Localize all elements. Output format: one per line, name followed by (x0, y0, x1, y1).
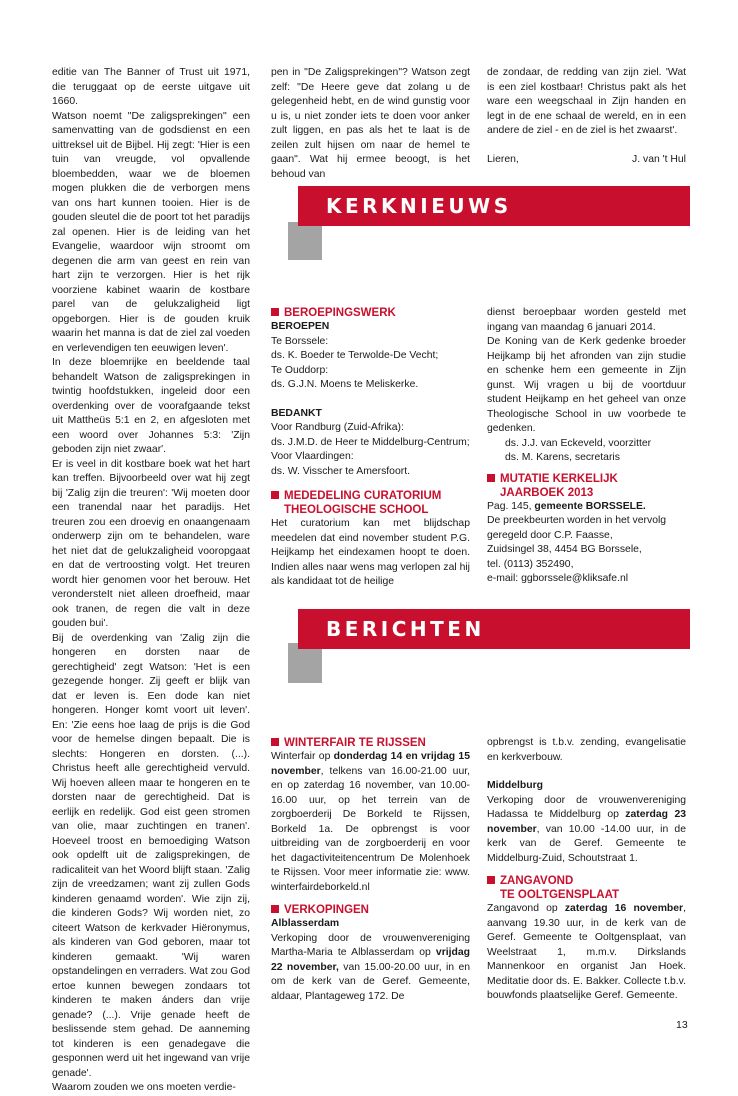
zangavond-heading: ZANGAVOND TE OOLTGENSPLAAT (487, 874, 686, 902)
verkoping-middelburg-text: Verkoping door de vrouwenvereniging Hadassa te Middelburg op zaterdag 23 november, van 10.00 -14.00 uur, in de kerk van de Geref. Gemeente te Middelburg-Zuid, Schoutstraat 1. (487, 794, 686, 864)
mutatie-page-line: Pag. 145, gemeente BORSSELE. (487, 500, 646, 512)
mutatie-line: tel. (0113) 352490, (487, 558, 574, 570)
square-bullet-icon (271, 738, 279, 746)
verkopingen-heading: VERKOPINGEN (271, 903, 470, 917)
mutatie-line: De preekbeurten worden in het vervolg geregeld door C.P. Faasse, (487, 515, 667, 541)
berichten-banner (298, 609, 690, 649)
winterfair-text: Winterfair op donderdag 14 en vrijdag 15 november, telkens van 16.00-21.00 uur, en op zaterdag 16 november, van 10.00-16.00 uur, op het terrein van de zorgboerderij De Borkeld te Rijssen, Borkeld 1a. De opbrengst is voor uitbreiding van de zorgboerderij en voor het dagactiviteitencentrum De Molenhoek te Rijssen. Voor meer informatie zie: www. winterfairdeborkeld.nl (271, 751, 470, 893)
paragraph: pen in "De Zaligsprekingen"? Watson zegt zelf: "De Heere geve dat zolang u de gelegenheid hebt, en de wind gunstig voor u is, u niet zonder iets te doen voor anker zult liggen, en pas als het te laat is de zeilen zult hijsen om naar de hemel te gaan". Wat hij ermee beoogt, is het behoud van (271, 67, 470, 180)
paragraph: Bij de overdenking van 'Zalig zijn die hongeren en dorsten naar de gerechtigheid' zegt Watson: 'Het is een gezegende honger. Zij geeft er blijk van dat er leven is. Een dode kan niet hongeren. Honger komt voort uit leven'. En: 'Zie eens hoe laag de prijs is die God voor de hemelse dingen bepaalt. Die is slechts: Hongeren en dorsten. (...). Christus heeft alle gerechtigheid vervuld. Wij hoeven alleen maar te hongeren en te dorsten naar de gerechtigheid. Dat is eerlijk en redelijk. God eist geen stromen van olie, maar zuchtingen en tranen'. Hoeveel troost en bemoediging Watson ook opdelft uit de zaligsprekingen, de radicaliteit van het Woord blijft staan. 'Zalig zijn de vreedzamen; want zij zullen Gods kinderen genaamd worden'. Wie zijn zij, die kinderen Gods? Wij worden niet, zo citeert Watson de kerkvader Hiëronymus, als kinderen van God geboren, maar tot kinderen gemaakt. 'Wij waren opstandelingen en verraders. Wat zou God ertoe kunnen bewegen zondaars tot kinderen te maken ánders dan vrije genade? (...). Vrije genade heeft de beslissende stem gehad. De aanneming tot kinderen is een genadegave die gesponnen werd uit het ingewand van vrije genade'. (52, 632, 250, 1079)
page-number: 13 (676, 1019, 688, 1031)
column-2-article-continued (271, 66, 470, 182)
bedankt-line: Voor Randburg (Zuid-Afrika): (271, 422, 404, 433)
curatorium-signature: ds. J.J. van Eckeveld, voorzitter (505, 437, 652, 449)
curatorium-signature: ds. M. Karens, secretaris (505, 452, 620, 463)
paragraph: Er is veel in dit kostbare boek wat het hart kan treffen. Bijvoorbeeld over wat hij zegt bij 'Zalig zijn die treuren': 'Wij moeten door een tranendal naar het paradijs. Het treuren zou een droevig en onaangenaam onderwerp zijn om te behandelen, ware het niet dat de gelukzaligheid vooropgaat en dat de vertroosting volgt. Het treuren wordt hier genomen voor het berouw. Het verondersteIt niet alleen droefheid, maar ook tranen, de regen die valt in deze gouden bui'. (52, 458, 250, 629)
decorative-grey-block (288, 643, 322, 683)
curatorium-heading: MEDEDELING CURATORIUM THEOLOGISCHE SCHOOL (271, 489, 470, 517)
curatorium-text-2: De Koning van de Kerk gedenke broeder Heijkamp bij het afronden van zijn studie en schenke hem een gemeente in Zijn gunst. Wij vragen u bij de voortduur student Heijkamp en het geheel van onze Theologische School in uw voorbede te gedenken. (487, 336, 686, 434)
berichten-column-3 (487, 736, 686, 1004)
kerknieuws-banner (298, 186, 690, 226)
mutatie-line: Zuidsingel 38, 4454 BG Borssele, (487, 544, 642, 555)
beroepen-line: ds. G.J.N. Moens te Meliskerke. (271, 379, 419, 390)
square-bullet-icon (487, 474, 495, 482)
kerknieuws-column-2 (271, 306, 470, 590)
verkoping-place: Middelburg (487, 780, 543, 791)
curatorium-text: Het curatorium kan met blijdschap meedelen dat eind november student P.G. Heijkamp het eindexamen hoopt te doen. Indien alles naar wens mag verlopen zal hij als kandidaat tot de heilige (271, 518, 470, 587)
square-bullet-icon (271, 308, 279, 316)
square-bullet-icon (271, 491, 279, 499)
bedankt-line: ds. J.M.D. de Heer te Middelburg-Centrum; (271, 436, 470, 448)
square-bullet-icon (487, 876, 495, 884)
paragraph: Waarom zouden we ons moeten verdie- (52, 1082, 236, 1093)
paragraph: editie van The Banner of Trust uit 1971, die teruggaat op de eerste uitgave uit 1660. (52, 67, 250, 107)
decorative-grey-block (288, 222, 322, 260)
signoff-author: J. van 't Hul (632, 153, 686, 165)
signoff (487, 153, 686, 168)
kerknieuws-column-3 (487, 306, 686, 587)
column-1-article (52, 66, 250, 1096)
zangavond-text: Zangavond op zaterdag 16 november, aanvang 19.30 uur, in de kerk van de Geref. Gemeente te Ooltgensplaat, van Weelstraat 1, m.m.v. Dirkslands Mannenkoor en organist Jan Hoek. Meditatie door ds. E. Bakker. Collecte t.b.v. bouwfonds plaatselijke Geref. Gemeente. (487, 903, 686, 1001)
beroepen-line: Te Ouddorp: (271, 364, 329, 376)
berichten-title: BERICHTEN (326, 617, 485, 641)
verkoping-alblasserdam-text: Verkoping door de vrouwenvereniging Martha-Maria te Alblasserdam op vrijdag 22 november, van 15.00-20.00 uur, in en om de kerk van de Geref. Gemeente, aldaar, Plantageweg 172. De (271, 932, 470, 1002)
verkoping-place: Alblasserdam (271, 918, 340, 929)
winterfair-heading: WINTERFAIR TE RIJSSEN (271, 736, 470, 750)
column-3-article-continued (487, 66, 686, 167)
berichten-column-2 (271, 736, 470, 1004)
paragraph: Watson noemt "De zaligsprekingen" een samenvatting van de godsdienst en een uittreksel uit de Bijbel. Hij zegt: 'Hier is een tuin van vreugde, vol opvallende bloembedden, waar we de bloemen mogen plukken die de verborgen mens van ons hart kunnen tooien. Hier is de gouden sleutel die de poort tot het paradijs zal openen. Hier is de leiding van het Evangelie, waardoor wijn stroomt om degenen die arm van geest en rein van hart zijn te verzorgen. Hier is het rijk voorziene kabinet waarin de kostbare parel van de gelukzaligheid ligt opgeborgen. Hier is de gouden kruik waarin het manna is dat de ziel zal voeden en verlevendigen ten eeuwigen leven'. (52, 110, 250, 354)
beroepen-line: Te Borssele: (271, 335, 329, 347)
bedankt-line: ds. W. Visscher te Amersfoort. (271, 465, 410, 477)
beroepen-line: ds. K. Boeder te Terwolde-De Vecht; (271, 350, 439, 361)
beroepen-label: BEROEPEN (271, 321, 330, 332)
paragraph: In deze bloemrijke en beeldende taal behandelt Watson de zaligsprekingen in twintig hoofdstukken, ingeleid door een overdenking over de voorafgaande tekst uit Mattheüs 5:1 en 2, en afgesloten met een woord over Johannes 5:3: 'Zijn geboden zijn niet zwaar'. (52, 357, 250, 455)
mutatie-email: e-mail: ggborssele@kliksafe.nl (487, 573, 629, 584)
kerknieuws-title: KERKNIEUWS (326, 194, 512, 218)
square-bullet-icon (271, 905, 279, 913)
curatorium-text-continued: dienst beroepbaar worden gesteld met ingang van maandag 6 januari 2014. (487, 307, 686, 333)
mutatie-heading: MUTATIE KERKELIJK JAARBOEK 2013 (487, 472, 686, 500)
bedankt-label: BEDANKT (271, 407, 322, 419)
paragraph: de zondaar, de redding van zijn ziel. 'Wat is een ziel kostbaar! Christus pakt als het ware een weegschaal in Zijn handen en legt in de ene schaal de wereld, en in een andere de ziel - en de ziel is het zwaarst'. (487, 67, 686, 136)
bedankt-line: Voor Vlaardingen: (271, 451, 354, 462)
verkoping-alblasserdam-continued: opbrengst is t.b.v. zending, evangelisatie en kerkverbouw. (487, 737, 686, 763)
beroepingswerk-heading: BEROEPINGSWERK (271, 306, 470, 320)
signoff-place: Lieren, (487, 153, 519, 165)
